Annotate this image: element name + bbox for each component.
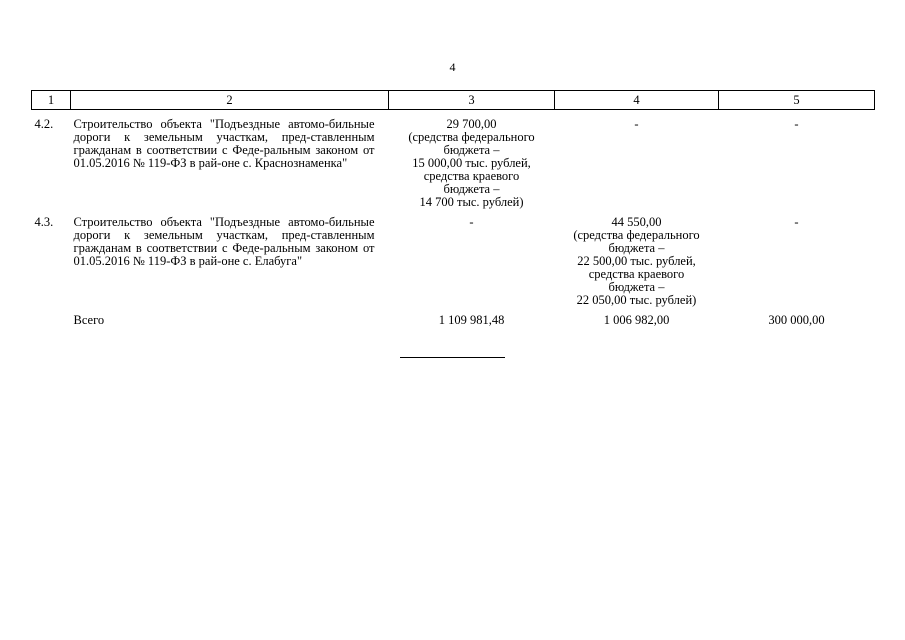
row-number: 4.2. [34,117,54,131]
page-number: 4 [449,60,456,74]
value-line: бюджета – [443,182,500,196]
header-col-4: 4 [555,91,719,110]
value-col-3 [389,216,555,314]
value-line: 29 700,00 [446,117,497,131]
total-label: Всего [73,313,105,327]
value-col-3 [389,110,555,217]
row-number: 4.3. [34,215,54,229]
value-line: - [469,215,474,229]
table-row [32,110,875,217]
funding-table [31,90,875,327]
value-line: 44 550,00 [611,215,662,229]
value-line: 22 050,00 тыс. рублей) [576,293,697,307]
value-line: средства краевого [588,267,685,281]
value-line: бюджета – [608,241,665,255]
object-name: Строительство объекта "Подъездные автомо-бильные дороги к земельным участкам, пред-ставленным гражданам в соответствии с Феде-ральным законом от 01.05.2016 № 119-ФЗ в рай-оне с. Елабуга" [73,215,375,268]
total-col-3: 1 109 981,48 [438,313,505,327]
header-col-5: 5 [719,91,875,110]
table-row [32,216,875,314]
value-line: 22 500,00 тыс. рублей, [577,254,696,268]
value-line: 14 700 тыс. рублей) [419,195,524,209]
value-line: - [794,215,799,229]
value-line: (средства федерального [573,228,700,242]
total-row [32,314,875,327]
value-col-4 [555,110,719,217]
value-line: средства краевого [423,169,520,183]
end-divider [400,357,505,358]
value-line: 15 000,00 тыс. рублей, [412,156,531,170]
object-name: Строительство объекта "Подъездные автомо-бильные дороги к земельным участкам, пред-ставленным гражданам в соответствии с Феде-ральным законом от 01.05.2016 № 119-ФЗ в рай-оне с. Краснознаменка" [73,117,375,170]
value-col-4 [555,216,719,314]
value-col-5 [719,110,875,217]
total-number [32,314,71,327]
value-line: бюджета – [443,143,500,157]
value-line: (средства федерального [408,130,535,144]
value-line: - [634,117,639,131]
value-col-5 [719,216,875,314]
header-row [32,91,875,110]
value-line: - [794,117,799,131]
table-header [32,91,875,110]
header-col-2: 2 [71,91,389,110]
value-line: бюджета – [608,280,665,294]
total-col-5: 300 000,00 [768,313,825,327]
header-col-3: 3 [389,91,555,110]
header-col-1: 1 [32,91,71,110]
total-col-4: 1 006 982,00 [603,313,670,327]
